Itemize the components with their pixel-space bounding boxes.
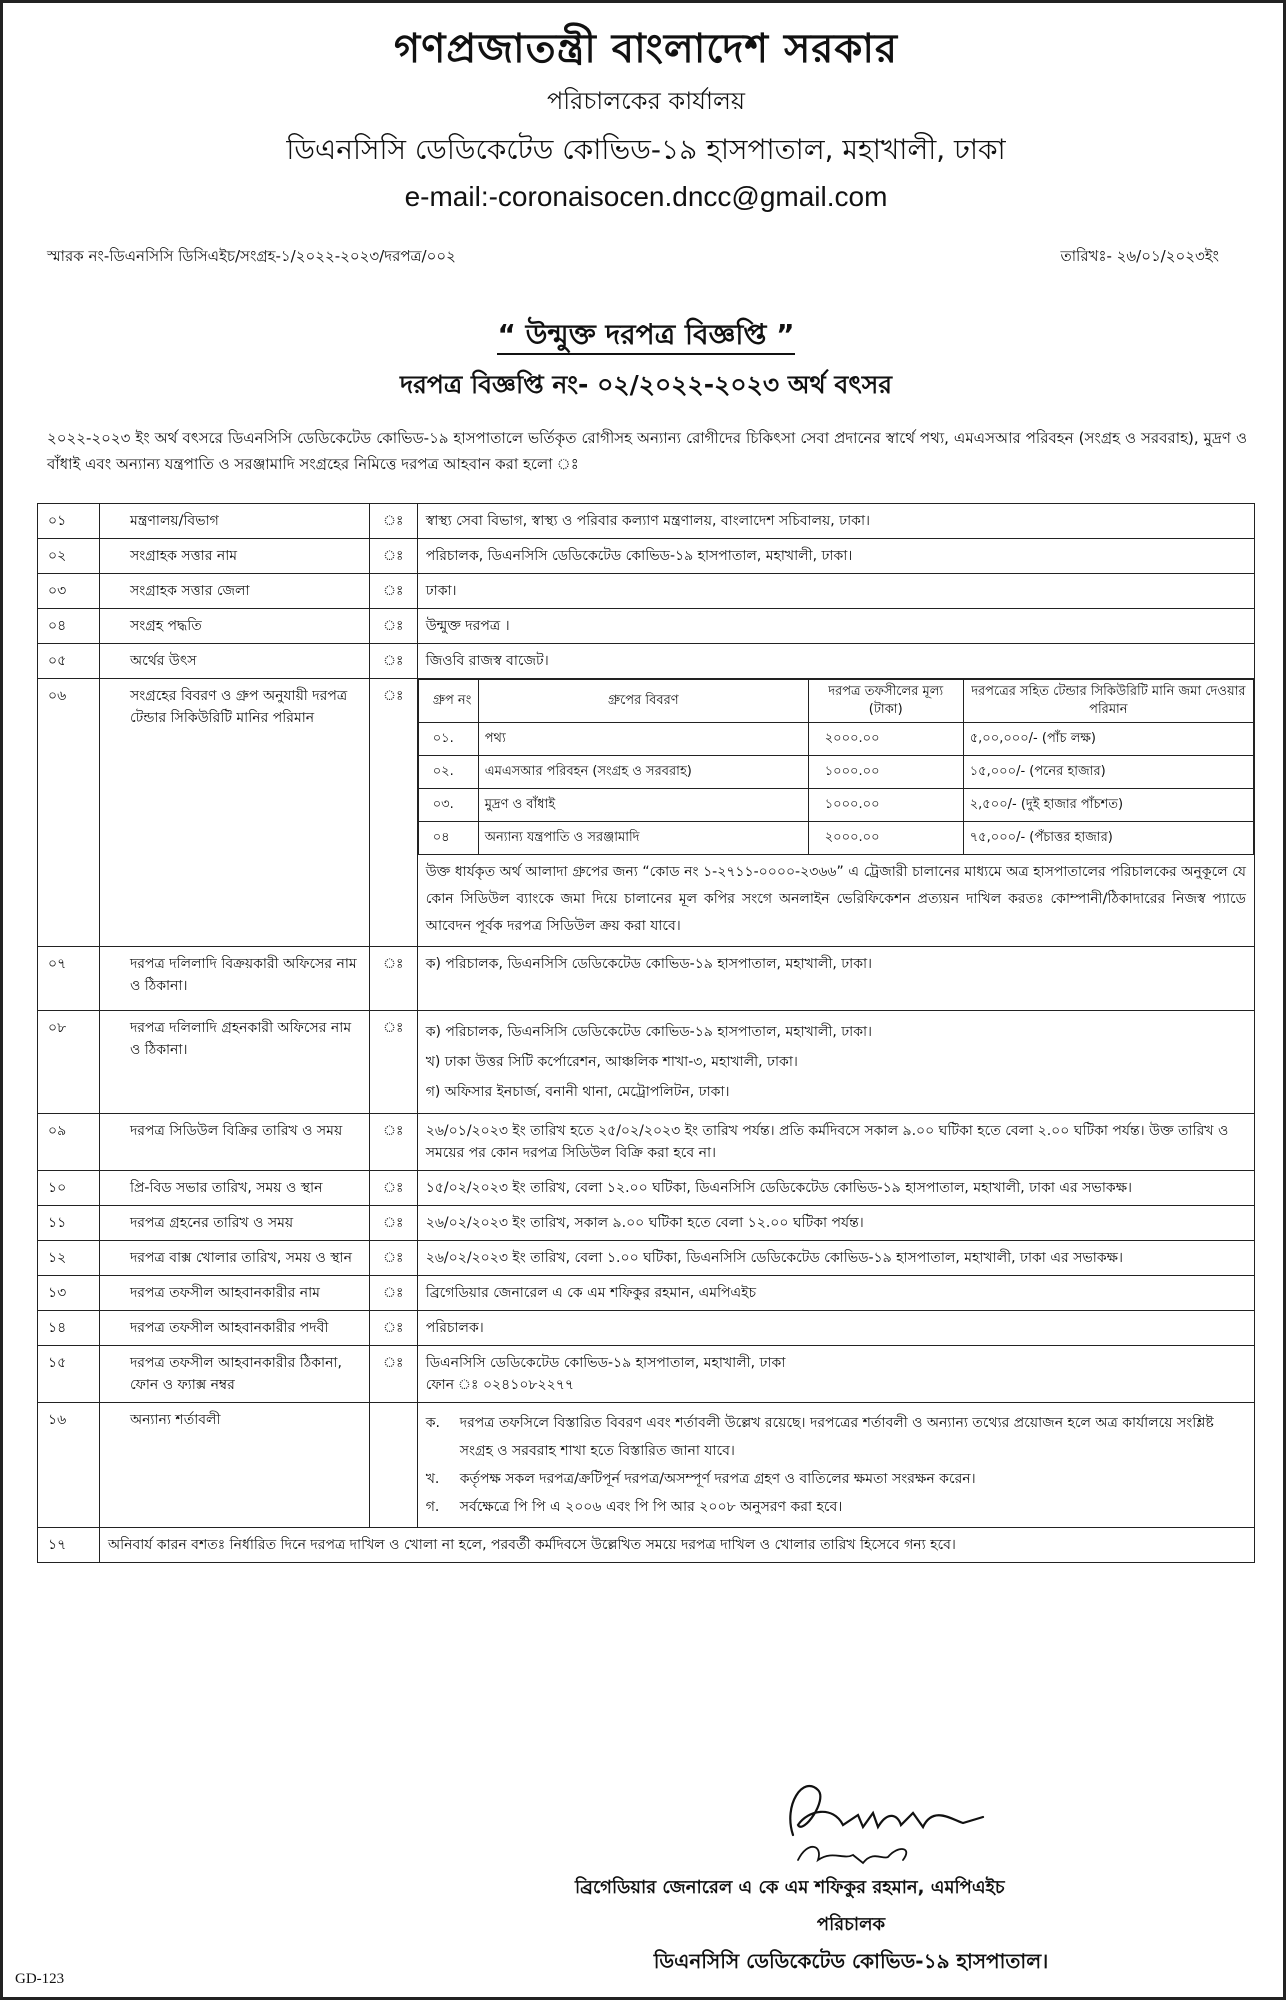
group-no-header: গ্রুপ নং xyxy=(418,680,478,723)
row-colon: ঃ xyxy=(369,574,417,609)
group-price: ১০০০.০০ xyxy=(808,789,963,822)
hospital-name: ডিএনসিসি ডেডিকেটেড কোভিড-১৯ হাসপাতাল, মহাখালী, ঢাকা xyxy=(286,133,1006,166)
table-row xyxy=(38,1311,1255,1346)
row-value xyxy=(417,1011,1254,1114)
table-row xyxy=(38,609,1255,644)
row-colon: ঃ xyxy=(369,1206,417,1241)
row-label: দরপত্র সিডিউল বিক্রির তারিখ ও সময় xyxy=(99,1114,369,1171)
row-serial: ১১ xyxy=(38,1206,100,1241)
row-value: ক) পরিচালক, ডিএনসিসি ডেডিকেটেড কোভিড-১৯ হাসপাতাল, মহাখালী, ঢাকা। xyxy=(417,947,1254,1011)
table-row xyxy=(38,644,1255,679)
table-row xyxy=(38,1171,1255,1206)
condition-letter: ক. xyxy=(425,1415,440,1431)
row-label: দরপত্র দলিলাদি বিক্রয়কারী অফিসের নাম ও ঠিকানা। xyxy=(99,947,369,1011)
contact-address: ডিএনসিসি ডেডিকেটেড কোভিড-১৯ হাসপাতাল, মহাখালী, ঢাকা xyxy=(425,1355,786,1371)
row-value xyxy=(417,1403,1254,1528)
group-price: ১০০০.০০ xyxy=(808,756,963,789)
row-colon: ঃ xyxy=(369,679,417,947)
row-label: সংগ্রহের বিবরণ ও গ্রুপ অনুযায়ী দরপত্র টেন্ডার সিকিউরিটি মানির পরিমান xyxy=(99,679,369,947)
signatory-organization: ডিএনসিসি ডেডিকেটেড কোভিড-১৯ হাসপাতাল। xyxy=(653,1949,1049,1973)
row-label: মন্ত্রণালয়/বিভাগ xyxy=(99,504,369,539)
condition-letter: খ. xyxy=(425,1471,440,1487)
row-value xyxy=(417,1346,1254,1403)
row-label: দরপত্র তফসীল আহবানকারীর ঠিকানা, ফোন ও ফ্যাক্স নম্বর xyxy=(99,1346,369,1403)
intro-paragraph: ২০২২-২০২৩ ইং অর্থ বৎসরে ডিএনসিসি ডেডিকেটেড কোভিড-১৯ হাসপাতালে ভর্তিকৃত রোগীসহ অন্যান্য রোগীদের চিকিৎসা সেবা প্রদানের স্বার্থে পথ্য, এমএসআর পরিবহন (সংগ্রহ ও সরবরাহ), মুদ্রণ ও বাঁধাই এবং অন্যান্য যন্ত্রপাতি ও সরঞ্জামাদি সংগ্রহের নিমিত্তে দরপত্র আহবান করা হলো ঃ xyxy=(47,429,1247,473)
tender-details-table xyxy=(37,503,1255,1563)
table-row xyxy=(38,574,1255,609)
group-security: ৭৫,০০০/- (পঁচাত্তর হাজার) xyxy=(963,822,1253,855)
receiving-office-line: খ) ঢাকা উত্তর সিটি কর্পোরেশন, আঞ্চলিক শাখা-৩, মহাখালী, ঢাকা। xyxy=(425,1054,798,1070)
table-row xyxy=(38,539,1255,574)
row-serial: ০৩ xyxy=(38,574,100,609)
row-serial: ০৪ xyxy=(38,609,100,644)
row-colon: ঃ xyxy=(369,1171,417,1206)
row-colon: ঃ xyxy=(369,1241,417,1276)
row-value: উন্মুক্ত দরপত্র । xyxy=(417,609,1254,644)
group-security: ১৫,০০০/- (পনের হাজার) xyxy=(963,756,1253,789)
row-colon: ঃ xyxy=(369,539,417,574)
group-no: ০৩. xyxy=(418,789,478,822)
row-label: প্রি-বিড সভার তারিখ, সময় ও স্থান xyxy=(99,1171,369,1206)
row-serial: ০৫ xyxy=(38,644,100,679)
row-label: সংগ্রাহক সত্তার জেলা xyxy=(99,574,369,609)
condition-letter: গ. xyxy=(425,1499,440,1515)
row-value: অনিবার্য কারন বশতঃ নির্ধারিত দিনে দরপত্র দাখিল ও খোলা না হলে, পরবর্তী কর্মদিবসে উল্লেখিত সময়ে দরপত্র দাখিল ও খোলার তারিখ হিসেবে গন্য হবে। xyxy=(99,1528,1254,1563)
row-colon: ঃ xyxy=(369,1311,417,1346)
group-price: ২০০০.০০ xyxy=(808,723,963,756)
row-colon: ঃ xyxy=(369,1114,417,1171)
email-address: e-mail:-coronaisocen.dncc@gmail.com xyxy=(404,181,888,212)
group-no: ০২. xyxy=(418,756,478,789)
notice-number: দরপত্র বিজ্ঞপ্তি নং- ০২/২০২২-২০২৩ অর্থ বৎসর xyxy=(400,370,892,399)
row-value: ব্রিগেডিয়ার জেনারেল এ কে এম শফিকুর রহমান, এমপিএইচ xyxy=(417,1276,1254,1311)
row-label: সংগ্রাহক সত্তার নাম xyxy=(99,539,369,574)
group-security: ৫,০০,০০০/- (পাঁচ লক্ষ) xyxy=(963,723,1253,756)
office-name: পরিচালকের কার্যালয় xyxy=(547,87,745,115)
group-description-header: গ্রুপের বিবরণ xyxy=(478,680,808,723)
table-row xyxy=(38,679,1255,947)
row-value: পরিচালক। xyxy=(417,1311,1254,1346)
group-no: ০১. xyxy=(418,723,478,756)
group-row xyxy=(418,723,1253,756)
table-row xyxy=(38,1346,1255,1403)
row-label: দরপত্র দলিলাদি গ্রহনকারী অফিসের নাম ও ঠিকানা। xyxy=(99,1011,369,1114)
row-serial: ১৭ xyxy=(38,1528,100,1563)
row-serial: ১২ xyxy=(38,1241,100,1276)
table-row xyxy=(38,1206,1255,1241)
condition-item xyxy=(426,1493,1246,1521)
row-serial: ০৯ xyxy=(38,1114,100,1171)
signature-image xyxy=(763,1765,1013,1875)
row-value: স্বাস্থ্য সেবা বিভাগ, স্বাস্থ্য ও পরিবার কল্যাণ মন্ত্রণালয়, বাংলাদেশ সচিবালয়, ঢাকা। xyxy=(417,504,1254,539)
signatory-designation: পরিচালক xyxy=(816,1914,886,1935)
row-serial: ০২ xyxy=(38,539,100,574)
table-row xyxy=(38,1241,1255,1276)
group-header-row xyxy=(418,680,1253,723)
table-row xyxy=(38,1403,1255,1528)
notice-date: তারিখঃ- ২৬/০১/২০২৩ইং xyxy=(1060,247,1219,265)
row-colon: ঃ xyxy=(369,1011,417,1114)
row-value: জিওবি রাজস্ব বাজেট। xyxy=(417,644,1254,679)
group-payment-note: উক্ত ধার্যকৃত অর্থ আলাদা গ্রুপের জন্য “কোড নং ১-২৭১১-০০০০-২৩৬৬” এ ট্রেজারী চালানের মাধ্যমে অত্র হাসপাতালের পরিচালকের অনুকূলে যে কোন সিডিউল ব্যাংকে জমা দিয়ে চালানের মূল কপির সংগে অনলাইন ভেরিফিকেশন প্রত্যয়ন দাখিল করতঃ কোম্পানী/ঠিকাদারের নিজস্ব প্যাডে আবেদন পূর্বক দরপত্র সিডিউল ক্রয় করা যাবে। xyxy=(425,864,1246,934)
government-title: গণপ্রজাতন্ত্রী বাংলাদেশ সরকার xyxy=(394,26,898,72)
row-value xyxy=(417,679,1254,947)
group-row xyxy=(418,822,1253,855)
group-price: ২০০০.০০ xyxy=(808,822,963,855)
row-value: ২৬/০২/২০২৩ ইং তারিখ, সকাল ৯.০০ ঘটিকা হতে বেলা ১২.০০ ঘটিকা পর্যন্ত। xyxy=(417,1206,1254,1241)
row-colon: ঃ xyxy=(369,947,417,1011)
row-colon: ঃ xyxy=(369,609,417,644)
footer-code: GD-123 xyxy=(15,1971,65,1987)
group-price-header: দরপত্র তফসীলের মূল্য (টাকা) xyxy=(808,680,963,723)
row-label: দরপত্র গ্রহনের তারিখ ও সময় xyxy=(99,1206,369,1241)
row-serial: ১৩ xyxy=(38,1276,100,1311)
memo-number: স্মারক নং-ডিএনসিসি ডিসিএইচ/সংগ্রহ-১/২০২২-২০২৩/দরপত্র/০০২ xyxy=(47,247,456,265)
row-serial: ০১ xyxy=(38,504,100,539)
receiving-office-line: ক) পরিচালক, ডিএনসিসি ডেডিকেটেড কোভিড-১৯ হাসপাতাল, মহাখালী, ঢাকা। xyxy=(425,1024,873,1040)
group-row xyxy=(418,756,1253,789)
row-label: দরপত্র তফসীল আহবানকারীর পদবী xyxy=(99,1311,369,1346)
row-serial: ১৪ xyxy=(38,1311,100,1346)
table-row xyxy=(38,1011,1255,1114)
notice-title: “ উন্মুক্ত দরপত্র বিজ্ঞপ্তি ” xyxy=(3,313,1286,360)
row-serial: ০৭ xyxy=(38,947,100,1011)
row-colon xyxy=(369,1403,417,1528)
table-row xyxy=(38,1528,1255,1563)
row-value: ২৬/০২/২০২৩ ইং তারিখ, বেলা ১.০০ ঘটিকা, ডিএনসিসি ডেডিকেটেড কোভিড-১৯ হাসপাতাল, মহাখালী, ঢাকা এর সভাকক্ষ। xyxy=(417,1241,1254,1276)
row-colon: ঃ xyxy=(369,644,417,679)
condition-item xyxy=(426,1409,1246,1465)
table-row xyxy=(38,947,1255,1011)
row-colon: ঃ xyxy=(369,1346,417,1403)
receiving-office-line: গ) অফিসার ইনচার্জ, বনানী থানা, মেট্রোপলিটন, ঢাকা। xyxy=(425,1084,730,1100)
row-label: অর্থের উৎস xyxy=(99,644,369,679)
group-security: ২,৫০০/- (দুই হাজার পাঁচশত) xyxy=(963,789,1253,822)
group-description: অন্যান্য যন্ত্রপাতি ও সরঞ্জামাদি xyxy=(478,822,808,855)
row-value: ২৬/০১/২০২৩ ইং তারিখ হতে ২৫/০২/২০২৩ ইং তারিখ পর্যন্ত। প্রতি কর্মদিবসে সকাল ৯.০০ ঘটিকা হতে বেলা ২.০০ ঘটিকা পর্যন্ত। উক্ত তারিখ ও সময়ের পর কোন দরপত্র সিডিউল বিক্রি করা হবে না। xyxy=(417,1114,1254,1171)
row-serial: ০৬ xyxy=(38,679,100,947)
condition-text: কর্তৃপক্ষ সকল দরপত্র/ক্রটিপূর্ন দরপত্র/অসম্পূর্ণ দরপত্র গ্রহণ ও বাতিলের ক্ষমতা সংরক্ষন করেন। xyxy=(459,1471,976,1487)
row-value: পরিচালক, ডিএনসিসি ডেডিকেটেড কোভিড-১৯ হাসপাতাল, মহাখালী, ঢাকা। xyxy=(417,539,1254,574)
group-description: এমএসআর পরিবহন (সংগ্রহ ও সরবরাহ) xyxy=(478,756,808,789)
row-label: দরপত্র তফসীল আহবানকারীর নাম xyxy=(99,1276,369,1311)
condition-text: দরপত্র তফসিলে বিস্তারিত বিবরণ এবং শর্তাবলী উল্লেখ রয়েছে। দরপত্রের শর্তাবলী ও অন্যান্য তথ্যের প্রয়োজন হলে অত্র কার্যালয়ে সংশ্লিষ্ট সংগ্রহ ও সরবরাহ শাখা হতে বিস্তারিত জানা যাবে। xyxy=(459,1415,1214,1459)
row-value: ঢাকা। xyxy=(417,574,1254,609)
table-row xyxy=(38,504,1255,539)
row-label: সংগ্রহ পদ্ধতি xyxy=(99,609,369,644)
group-description: মুদ্রণ ও বাঁধাই xyxy=(478,789,808,822)
group-table xyxy=(418,679,1254,855)
row-value: ১৫/০২/২০২৩ ইং তারিখ, বেলা ১২.০০ ঘটিকা, ডিএনসিসি ডেডিকেটেড কোভিড-১৯ হাসপাতাল, মহাখালী, ঢাকা এর সভাকক্ষ। xyxy=(417,1171,1254,1206)
row-colon: ঃ xyxy=(369,504,417,539)
contact-phone: ফোন ঃ ০২৪১০৮২২৭৭ xyxy=(425,1377,574,1393)
row-serial: ১০ xyxy=(38,1171,100,1206)
table-row xyxy=(38,1114,1255,1171)
group-security-header: দরপত্রের সহিত টেন্ডার সিকিউরিটি মানি জমা দেওয়ার পরিমান xyxy=(963,680,1253,723)
signatory-name: ব্রিগেডিয়ার জেনারেল এ কে এম শফিকুর রহমান, এমপিএইচ xyxy=(575,1877,1005,1898)
row-label: অন্যান্য শর্তাবলী xyxy=(99,1403,369,1528)
condition-item xyxy=(426,1465,1246,1493)
group-no: ০৪ xyxy=(418,822,478,855)
row-colon: ঃ xyxy=(369,1276,417,1311)
group-row xyxy=(418,789,1253,822)
table-row xyxy=(38,1276,1255,1311)
group-description: পথ্য xyxy=(478,723,808,756)
row-label: দরপত্র বাক্স খোলার তারিখ, সময় ও স্থান xyxy=(99,1241,369,1276)
condition-text: সর্বক্ষেত্রে পি পি এ ২০০৬ এবং পি পি আর ২০০৮ অনুসরণ করা হবে। xyxy=(459,1499,843,1515)
row-serial: ১৬ xyxy=(38,1403,100,1528)
row-serial: ০৮ xyxy=(38,1011,100,1114)
row-serial: ১৫ xyxy=(38,1346,100,1403)
